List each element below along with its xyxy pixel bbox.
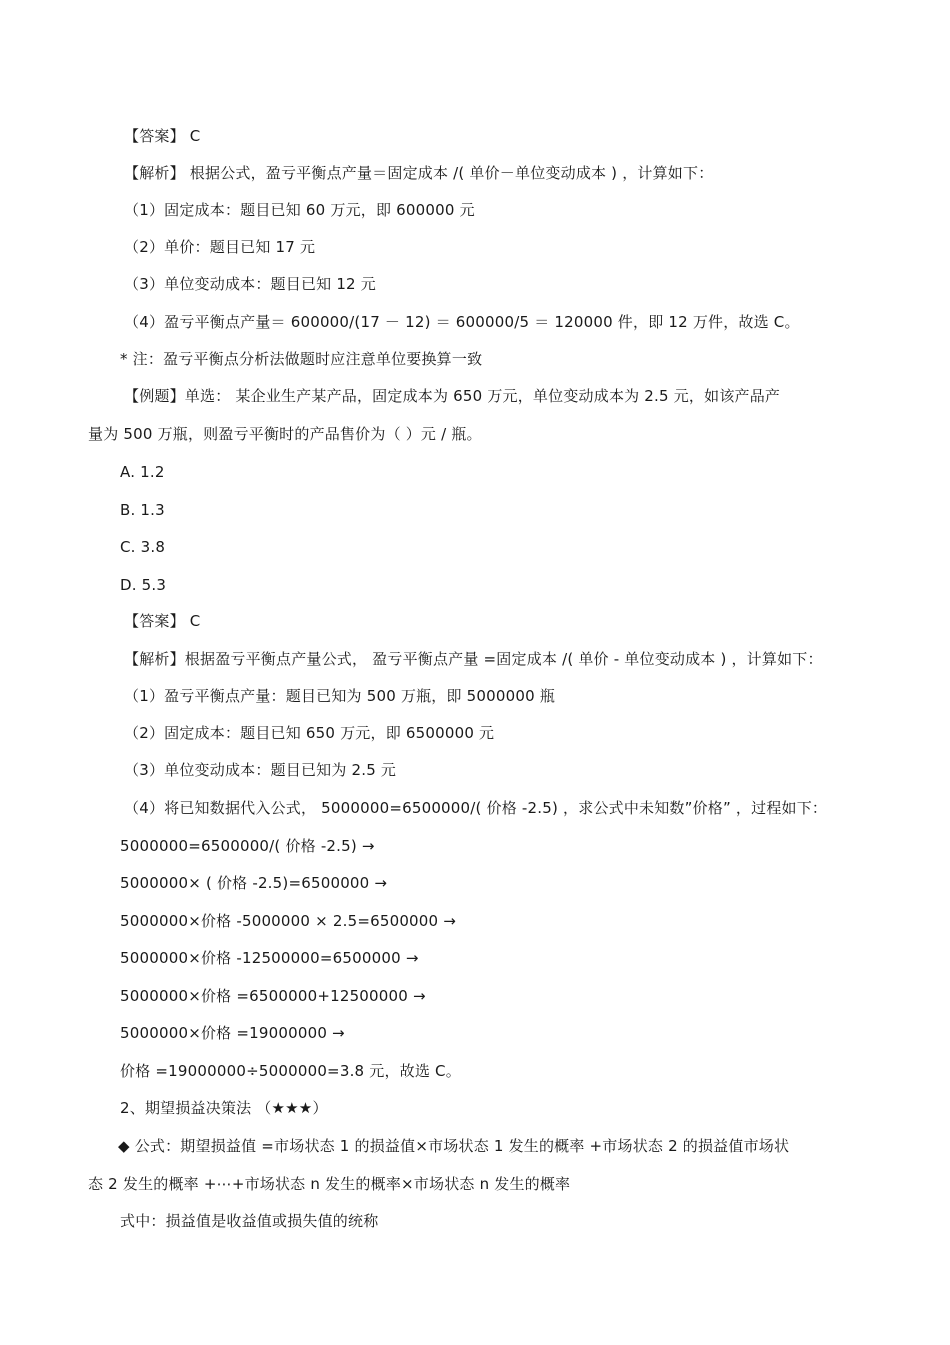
calc-line: 5000000×价格 -5000000 × 2.5=6500000 → (120, 912, 457, 930)
step-line: （2）单价：题目已知 17 元 (124, 238, 316, 256)
option-b: B. 1.3 (120, 501, 165, 519)
analysis-line: 【解析】根据盈亏平衡点产量公式， 盈亏平衡点产量 =固定成本 /( 单价 - 单位变动成本 ) ，计算如下： (124, 650, 823, 668)
step-line: （4）将已知数据代入公式， 5000000=6500000/( 价格 -2.5) ，求公式中未知数”价格” ，过程如下： (124, 799, 828, 817)
section-heading: 2、期望损益决策法 （★★★） (120, 1099, 328, 1117)
formula-line: 态 2 发生的概率 +⋯+市场状态 n 发生的概率×市场状态 n 发生的概率 (88, 1175, 571, 1193)
step-line: （3）单位变动成本：题目已知为 2.5 元 (124, 761, 397, 779)
step-line: （1）固定成本：题目已知 60 万元，即 600000 元 (124, 201, 475, 219)
calc-line: 5000000× ( 价格 -2.5)=6500000 → (120, 874, 388, 892)
analysis-line: 【解析】 根据公式，盈亏平衡点产量＝固定成本 /( 单价－单位变动成本 ) ，计算如下： (124, 164, 714, 182)
step-line: （3）单位变动成本：题目已知 12 元 (124, 275, 376, 293)
remark-line: 式中：损益值是收益值或损失值的统称 (120, 1212, 379, 1230)
formula-line: ◆ 公式：期望损益值 =市场状态 1 的损益值×市场状态 1 发生的概率 +市场状态 2 的损益值市场状 (118, 1137, 790, 1155)
calc-result-line: 价格 =19000000÷5000000=3.8 元，故选 C。 (120, 1062, 461, 1080)
calc-line: 5000000×价格 =19000000 → (120, 1024, 345, 1042)
answer-line: 【答案】 C (124, 127, 201, 145)
option-d: D. 5.3 (120, 576, 167, 594)
step-line: （1）盈亏平衡点产量：题目已知为 500 万瓶，即 5000000 瓶 (124, 687, 556, 705)
calc-line: 5000000=6500000/( 价格 -2.5) → (120, 837, 375, 855)
calc-line: 5000000×价格 =6500000+12500000 → (120, 987, 426, 1005)
step-line: （2）固定成本：题目已知 650 万元，即 6500000 元 (124, 724, 495, 742)
note-line: * 注：盈亏平衡点分析法做题时应注意单位要换算一致 (120, 350, 483, 368)
option-a: A. 1.2 (120, 463, 165, 481)
step-line: （4）盈亏平衡点产量＝ 600000/(17 － 12) ＝ 600000/5 ＝ 120000 件，即 12 万件，故选 C。 (124, 313, 800, 331)
calc-line: 5000000×价格 -12500000=6500000 → (120, 949, 419, 967)
answer-line: 【答案】 C (124, 612, 201, 630)
example-question-line: 【例题】单选： 某企业生产某产品，固定成本为 650 万元，单位变动成本为 2.5 元，如该产品产 (124, 387, 781, 405)
example-question-line: 量为 500 万瓶，则盈亏平衡时的产品售价为（ ）元 / 瓶。 (88, 425, 482, 443)
option-c: C. 3.8 (120, 538, 166, 556)
